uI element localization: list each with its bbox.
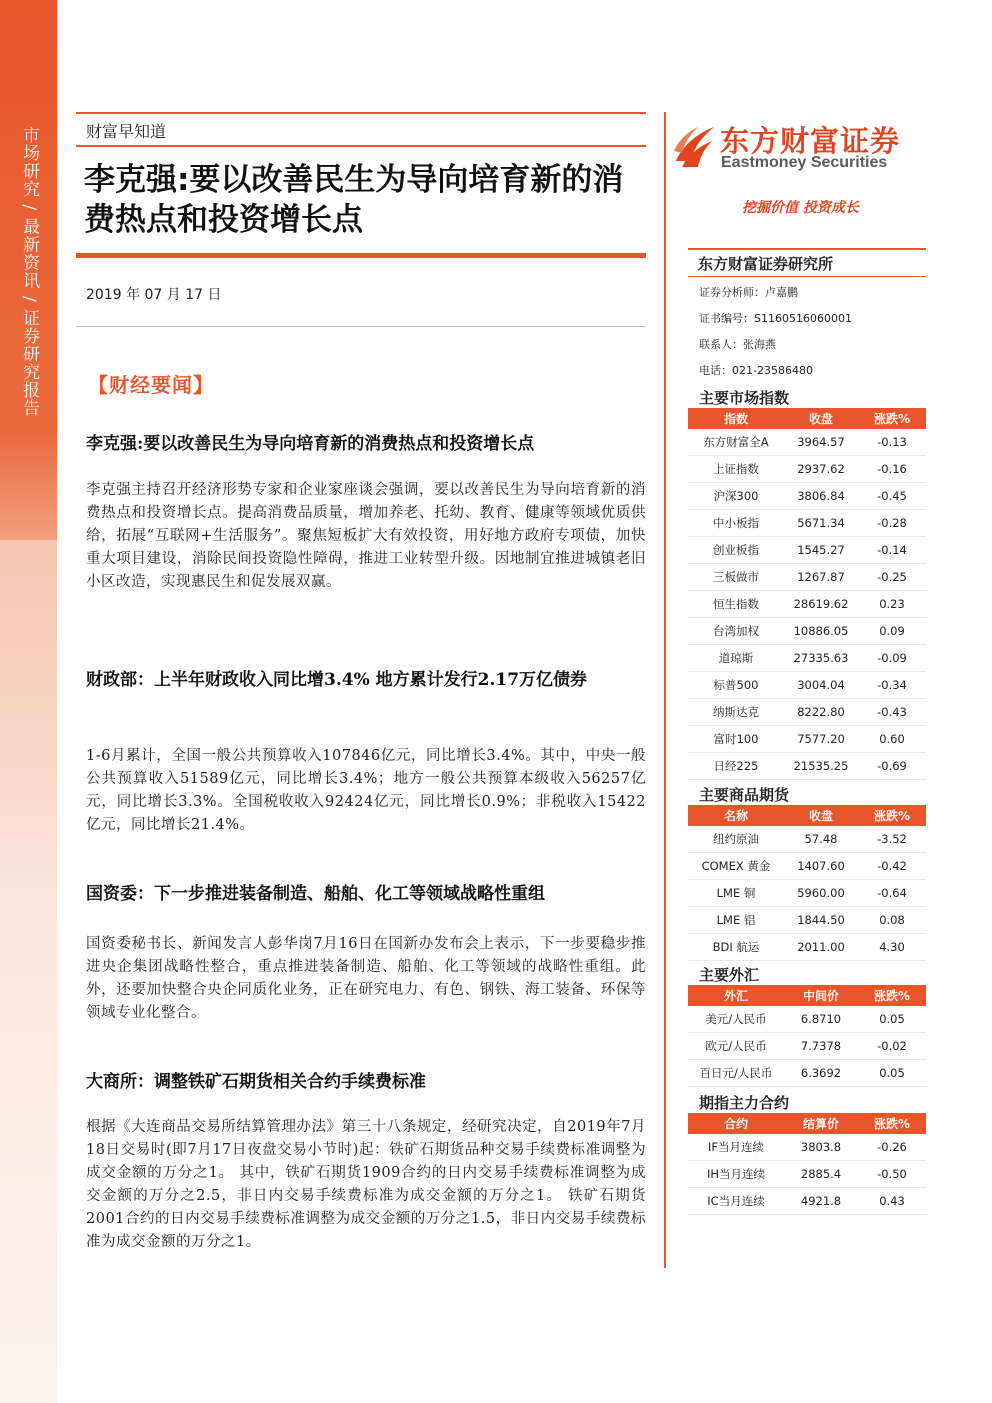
table-row (688, 456, 926, 483)
table-cell: 富时100 (688, 726, 784, 753)
table-cell: 0.60 (858, 726, 926, 753)
table-cell: 0.08 (858, 907, 926, 934)
table-cell: 标普500 (688, 672, 784, 699)
table-cell: -0.64 (858, 880, 926, 907)
table-header-cell: 外汇 (688, 985, 784, 1006)
news-title-3: 国资委：下一步推进装备制造、船舶、化工等领域战略性重组 (86, 884, 545, 904)
table-row (688, 645, 926, 672)
table-row (688, 726, 926, 753)
table-cell: 三板做市 (688, 564, 784, 591)
table-cell: -3.52 (858, 826, 926, 853)
institute-bottom-rule (688, 276, 926, 277)
column-divider (664, 112, 666, 1268)
table-cell: 3803.8 (784, 1134, 858, 1161)
table-cell: 上证指数 (688, 456, 784, 483)
eastmoney-logo-icon (672, 121, 718, 169)
table-header-row (688, 985, 926, 1006)
table-row (688, 483, 926, 510)
table-row (688, 591, 926, 618)
table-cell: 21535.25 (784, 753, 858, 780)
table-cell: 1267.87 (784, 564, 858, 591)
table-cell: 0.23 (858, 591, 926, 618)
table-cell: 2937.62 (784, 456, 858, 483)
header-thick-rule (76, 253, 646, 258)
series-name: 财富早知道 (86, 122, 167, 141)
table-cell: -0.25 (858, 564, 926, 591)
futures-title: 期指主力合约 (699, 1094, 790, 1112)
table-row (688, 753, 926, 780)
table-header-cell: 涨跌% (858, 805, 926, 826)
forex-table (688, 985, 926, 1087)
table-cell: 5671.34 (784, 510, 858, 537)
futures-table (688, 1113, 926, 1215)
table-cell: -0.45 (858, 483, 926, 510)
table-row (688, 537, 926, 564)
table-cell: 28619.62 (784, 591, 858, 618)
table-header-cell: 结算价 (784, 1113, 858, 1134)
slogan: 挖掘价值 投资成长 (742, 200, 859, 216)
table-cell: 1844.50 (784, 907, 858, 934)
analyst: 证券分析师：卢嘉鹏 (699, 286, 798, 299)
contact-person: 联系人：张海燕 (699, 338, 776, 351)
table-row (688, 1161, 926, 1188)
table-cell: -0.14 (858, 537, 926, 564)
table-row (688, 429, 926, 456)
table-cell: 0.43 (858, 1188, 926, 1215)
table-cell: 2885.4 (784, 1161, 858, 1188)
table-cell: 3964.57 (784, 429, 858, 456)
commodities-table (688, 805, 926, 961)
news-title-1: 李克强:要以改善民生为导向培育新的消费热点和投资增长点 (86, 434, 535, 454)
table-cell: -0.28 (858, 510, 926, 537)
table-cell: LME 铜 (688, 880, 784, 907)
table-row (688, 934, 926, 961)
market-index-title: 主要市场指数 (699, 389, 790, 407)
table-cell: 3004.04 (784, 672, 858, 699)
table-cell: 创业板指 (688, 537, 784, 564)
table-cell: 2011.00 (784, 934, 858, 961)
table-header-cell: 名称 (688, 805, 784, 826)
table-row (688, 880, 926, 907)
table-cell: -0.09 (858, 645, 926, 672)
table-cell: -0.34 (858, 672, 926, 699)
table-cell: 美元/人民币 (688, 1006, 784, 1033)
forex-title: 主要外汇 (699, 966, 760, 984)
section-label: 【财经要闻】 (88, 373, 214, 397)
table-header-cell: 合约 (688, 1113, 784, 1134)
table-row (688, 1188, 926, 1215)
table-cell: BDI 航运 (688, 934, 784, 961)
news-body-3: 国资委秘书长、新闻发言人彭华岗7月16日在国新办发布会上表示，下一步要稳步推进央企集团战略性整合，重点推进装备制造、船舶、化工等领域的战略性重组。此外，还要加快整合央企同质化业务，正在研究电力、有色、钢铁、海工装备、环保等领域专业化整合。 (86, 936, 646, 1021)
table-cell: 恒生指数 (688, 591, 784, 618)
report-date: 2019 年 07 月 17 日 (86, 287, 222, 303)
table-cell: 台湾加权 (688, 618, 784, 645)
table-cell: 0.05 (858, 1060, 926, 1087)
news-title-2: 财政部：上半年财政收入同比增3.4% 地方累计发行2.17万亿债券 (86, 670, 588, 690)
table-row (688, 564, 926, 591)
table-header-row (688, 805, 926, 826)
table-cell: -0.13 (858, 429, 926, 456)
news-title-4: 大商所：调整铁矿石期货相关合约手续费标准 (86, 1072, 426, 1092)
table-cell: LME 铝 (688, 907, 784, 934)
table-cell: 东方财富全A (688, 429, 784, 456)
table-cell: 5960.00 (784, 880, 858, 907)
table-cell: 8222.80 (784, 699, 858, 726)
table-cell: IC当月连续 (688, 1188, 784, 1215)
table-cell: 3806.84 (784, 483, 858, 510)
table-cell: 沪深300 (688, 483, 784, 510)
table-cell: 纽约原油 (688, 826, 784, 853)
table-row (688, 1060, 926, 1087)
table-header-cell: 涨跌% (858, 408, 926, 429)
table-cell: 1545.27 (784, 537, 858, 564)
market-index-table (688, 408, 926, 780)
table-cell: 0.09 (858, 618, 926, 645)
commodities-title: 主要商品期货 (699, 786, 790, 804)
table-header-row (688, 1113, 926, 1134)
table-cell: IF当月连续 (688, 1134, 784, 1161)
table-header-cell: 涨跌% (858, 985, 926, 1006)
sidebar-fade (0, 540, 57, 1403)
table-header-cell: 收盘 (784, 408, 858, 429)
table-header-cell: 收盘 (784, 805, 858, 826)
table-cell: 0.05 (858, 1006, 926, 1033)
cert-number: 证书编号：S1160516060001 (699, 312, 852, 325)
table-cell: -0.02 (858, 1033, 926, 1060)
table-cell: -0.50 (858, 1161, 926, 1188)
institute-name: 东方财富证券研究所 (698, 255, 834, 273)
table-cell: 欧元/人民币 (688, 1033, 784, 1060)
table-header-row (688, 408, 926, 429)
page-title: 李克强:要以改善民生为导向培育新的消费热点和投资增长点 (84, 162, 624, 238)
news-body-1: 李克强主持召开经济形势专家和企业家座谈会强调，要以改善民生为导向培育新的消费热点和投资增长点。提高消费品质量，增加养老、托幼、教育、健康等领域优质供给，拓展“互联网+生活服务”。聚焦短板扩大有效投资，用好地方政府专项债，加快重大项目建设，消除民间投资隐性障碍，推进工业转型升级。因地制宜推进城镇老旧小区改造，实现惠民生和促发展双赢。 (86, 482, 646, 590)
table-row (688, 1033, 926, 1060)
table-header-cell: 指数 (688, 408, 784, 429)
table-cell: 6.8710 (784, 1006, 858, 1033)
table-cell: 纳斯达克 (688, 699, 784, 726)
table-cell: 7577.20 (784, 726, 858, 753)
phone: 电话：021-23586480 (699, 364, 813, 377)
table-cell: 10886.05 (784, 618, 858, 645)
table-header-cell: 中间价 (784, 985, 858, 1006)
table-cell: -0.69 (858, 753, 926, 780)
table-cell: 57.48 (784, 826, 858, 853)
table-cell: 4.30 (858, 934, 926, 961)
institute-top-rule (688, 248, 926, 250)
logo-english: Eastmoney Securities (721, 154, 888, 171)
table-cell: 日经225 (688, 753, 784, 780)
table-cell: 6.3692 (784, 1060, 858, 1087)
table-cell: -0.43 (858, 699, 926, 726)
table-header-cell: 涨跌% (858, 1113, 926, 1134)
table-cell: -0.26 (858, 1134, 926, 1161)
sidebar-text: 市场研究 / 最新资讯 / 证券研究报告 (19, 126, 39, 418)
table-row (688, 699, 926, 726)
table-cell: 1407.60 (784, 853, 858, 880)
table-cell: COMEX 黄金 (688, 853, 784, 880)
table-cell: 27335.63 (784, 645, 858, 672)
table-row (688, 1006, 926, 1033)
news-body-2: 1-6月累计，全国一般公共预算收入107846亿元，同比增长3.4%。其中，中央一般公共预算收入51589亿元，同比增长3.4%；地方一般公共预算本级收入56257亿元，同比增长3.3%。全国税收收入92424亿元，同比增长0.9%；非税收入15422亿元，同比增长21.4%。 (86, 748, 646, 833)
logo-chinese: 东方财富证券 (720, 124, 901, 158)
table-row (688, 826, 926, 853)
date-rule (76, 326, 646, 327)
table-row (688, 618, 926, 645)
news-body-4: 根据《大连商品交易所结算管理办法》第三十八条规定，经研究决定，自2019年7月18日交易时(即7月17日夜盘交易小节时)起：铁矿石期货品种交易手续费标准调整为成交金额的万分之1。 其中，铁矿石期货1909合约的日内交易手续费标准调整为成交金额的万分之2.5，非日内交易手续费标准为成交金额的万分之1。 铁矿石期货2001合约的日内交易手续费标准调整为成交金额的万分之1.5，非日内交易手续费标准为成交金额的万分之1。 (86, 1119, 646, 1250)
table-row (688, 907, 926, 934)
table-cell: 道琼斯 (688, 645, 784, 672)
table-cell: -0.42 (858, 853, 926, 880)
table-cell: 7.7378 (784, 1033, 858, 1060)
table-cell: 百日元/人民币 (688, 1060, 784, 1087)
header-mid-rule (76, 145, 646, 147)
table-row (688, 510, 926, 537)
table-cell: 中小板指 (688, 510, 784, 537)
table-row (688, 853, 926, 880)
table-row (688, 1134, 926, 1161)
table-cell: 4921.8 (784, 1188, 858, 1215)
table-cell: -0.16 (858, 456, 926, 483)
table-cell: IH当月连续 (688, 1161, 784, 1188)
header-top-rule (76, 112, 646, 114)
table-row (688, 672, 926, 699)
